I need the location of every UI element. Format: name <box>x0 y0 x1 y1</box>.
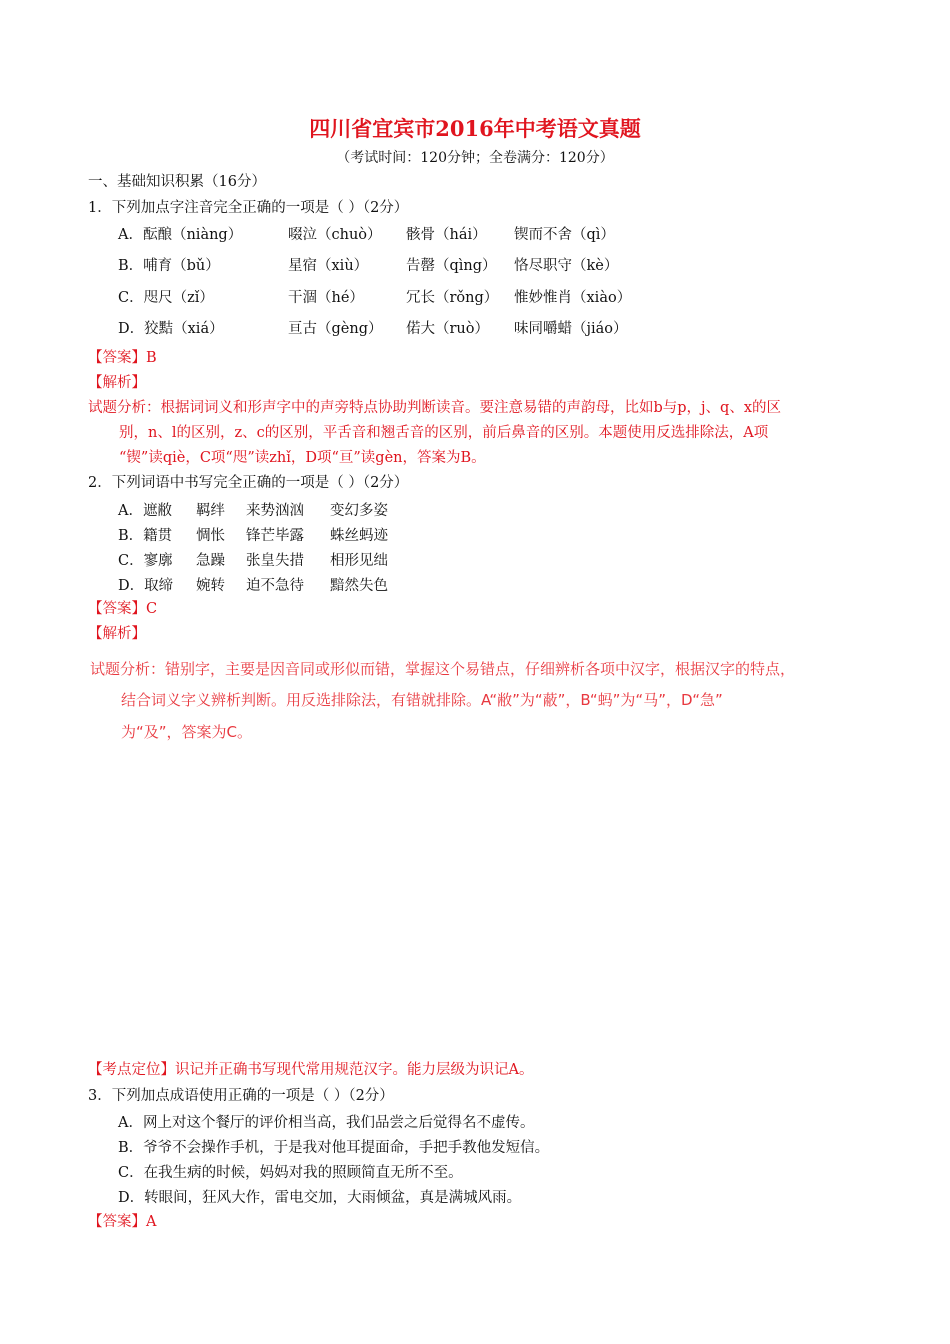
page-title: 四川省宜宾市2016年中考语文真题 <box>309 116 641 141</box>
q2-analysis-line-2: 结合词义字义辨析判断。用反选排除法，有错就排除。A“敝”为“蔽”，B“蚂”为“马”，D“急” <box>121 691 723 709</box>
q3-option-c: C．在我生病的时候，妈妈对我的照顾简直无所不至。 <box>118 1165 463 1181</box>
q2-option-d-3: 迫不急待 <box>246 578 304 594</box>
q1-option-a-1: A．酝酿（niàng） <box>118 227 243 243</box>
q2-option-b-2: 惆怅 <box>196 528 225 544</box>
q2-analysis-label: 【解析】 <box>88 626 146 642</box>
kaodian-text: 识记并正确书写现代常用规范汉字。能力层级为识记A。 <box>175 1062 534 1078</box>
q1-option-c-3: 冗长（rǒng） <box>406 290 499 306</box>
q1-answer <box>88 348 157 368</box>
q1-analysis-line-1: 试题分析：根据词词义和形声字中的声旁特点协助判断读音。要注意易错的声韵母，比如b与p，j、q、x的区 <box>88 400 782 416</box>
q1-analysis-line-3: “锲”读qiè，C项“咫”读zhǐ，D项“亘”读gèn，答案为B。 <box>119 450 486 466</box>
exam-info: （考试时间：120分钟；全卷满分：120分） <box>336 150 614 166</box>
q2-analysis-line-3: 为“及”，答案为C。 <box>121 723 253 741</box>
question-3-stem: 3．下列加点成语使用正确的一项是（ ）（2分） <box>88 1088 394 1104</box>
q2-option-b-1: B．籍贯 <box>118 528 173 544</box>
q1-analysis-label: 【解析】 <box>88 375 146 391</box>
answer-label: 【答案】 <box>88 601 146 617</box>
question-2-stem: 2．下列词语中书写完全正确的一项是（ ）（2分） <box>88 475 409 491</box>
q2-option-a-4: 变幻多姿 <box>330 503 388 519</box>
answer-label: 【答案】 <box>88 1214 146 1230</box>
kaodian-label: 【考点定位】 <box>88 1062 175 1078</box>
answer-value: B <box>146 350 157 366</box>
q1-option-c-1: C．咫尺（zǐ） <box>118 290 214 306</box>
q2-option-b-4: 蛛丝蚂迹 <box>330 528 388 544</box>
q1-option-b-4: 恪尽职守（kè） <box>514 258 619 274</box>
q2-option-d-4: 黯然失色 <box>330 578 388 594</box>
q1-option-d-2: 亘古（gèng） <box>288 321 383 337</box>
q1-option-c-2: 干涸（hé） <box>288 290 364 306</box>
q1-option-b-2: 星宿（xiù） <box>288 258 369 274</box>
q2-analysis-line-1: 试题分析：错别字，主要是因音同或形似而错，掌握这个易错点，仔细辨析各项中汉字，根据汉字的特点， <box>90 660 796 678</box>
q1-option-d-3: 偌大（ruò） <box>406 321 489 337</box>
q2-option-a-3: 来势汹汹 <box>246 503 304 519</box>
q2-option-a-1: A．遮敝 <box>118 503 172 519</box>
q2-answer <box>88 599 157 619</box>
q2-option-c-3: 张皇失措 <box>246 553 304 569</box>
q1-option-a-4: 锲而不舍（qì） <box>514 227 615 243</box>
question-1-stem: 1．下列加点字注音完全正确的一项是（ ）（2分） <box>88 200 409 216</box>
q2-option-d-2: 婉转 <box>196 578 225 594</box>
answer-label: 【答案】 <box>88 350 146 366</box>
q1-option-d-1: D．狡黠（xiá） <box>118 321 224 337</box>
q3-answer <box>88 1212 156 1232</box>
q1-option-c-4: 惟妙惟肖（xiào） <box>514 290 632 306</box>
q3-option-a: A．网上对这个餐厅的评价相当高，我们品尝之后觉得名不虚传。 <box>118 1115 535 1131</box>
q3-option-d: D．转眼间，狂风大作，雷电交加，大雨倾盆，真是满城风雨。 <box>118 1190 522 1206</box>
q3-option-b: B．爷爷不会操作手机，于是我对他耳提面命，手把手教他发短信。 <box>118 1140 550 1156</box>
q1-option-a-2: 啜泣（chuò） <box>288 227 382 243</box>
q1-option-d-4: 味同嚼蜡（jiáo） <box>514 321 628 337</box>
q2-option-c-4: 相形见绌 <box>330 553 388 569</box>
q1-option-b-1: B．哺育（bǔ） <box>118 258 220 274</box>
q2-option-d-1: D．取缔 <box>118 578 174 594</box>
q2-option-b-3: 锋芒毕露 <box>246 528 304 544</box>
answer-value: A <box>146 1214 157 1230</box>
q2-kaodian <box>88 1060 533 1080</box>
section-heading: 一、基础知识积累（16分） <box>88 174 266 190</box>
q2-option-c-1: C．寥廓 <box>118 553 173 569</box>
q1-analysis-line-2: 别，n、l的区别，z、c的区别，平舌音和翘舌音的区别，前后鼻音的区别。本题使用反选排除法，A项 <box>119 425 769 441</box>
q1-option-a-3: 骸骨（hái） <box>406 227 487 243</box>
q1-option-b-3: 告罄（qìng） <box>406 258 497 274</box>
q2-option-c-2: 急躁 <box>196 553 225 569</box>
answer-value: C <box>146 601 158 617</box>
q2-option-a-2: 羁绊 <box>196 503 225 519</box>
